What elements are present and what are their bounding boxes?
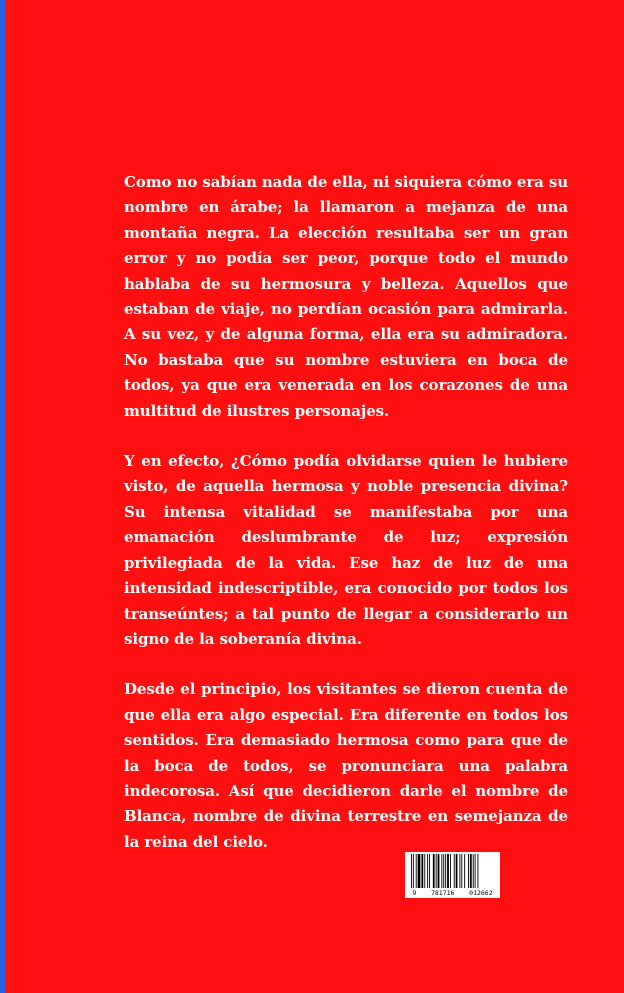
barcode-digit-left: 781716 <box>430 889 455 897</box>
barcode-bar <box>427 854 428 888</box>
paragraph-3: Desde el principio, los visitantes se dieron cuenta de que ella era algo especial. Era diferente en todos los sentidos. Era demasiado hermosa como para que de la boca de todos, se pronunciara una palabra indecorosa. Así que decidieron darle el nombre de Blanca, nombre de divina terrestre en semejanza de la reina del cielo. <box>124 680 568 851</box>
barcode-bar <box>459 854 460 888</box>
barcode-digit-right: 012662 <box>469 889 493 897</box>
barcode-bar <box>456 854 458 888</box>
barcode-bar <box>470 854 472 888</box>
barcode-bar <box>413 854 414 888</box>
barcode-bar <box>468 854 469 888</box>
barcode-bar <box>447 854 449 888</box>
barcode-bar <box>429 854 430 888</box>
barcode-bar <box>450 854 451 888</box>
barcode-digit-lead: 9 <box>412 889 417 897</box>
barcode-bar <box>421 854 423 888</box>
barcode-bars <box>407 854 498 888</box>
barcode-bar <box>478 854 479 888</box>
spine-edge <box>0 0 5 993</box>
barcode-bar <box>433 854 435 888</box>
barcode-bar <box>418 854 421 888</box>
back-cover-text <box>124 170 568 880</box>
barcode-bar <box>416 854 417 888</box>
barcode-digits <box>405 889 500 897</box>
paragraph-1: Como no sabían nada de ella, ni siquiera cómo era su nombre en árabe; la llamaron a mejanza de una montaña negra. La elección resultaba ser un gran error y no podía ser peor, porque todo el mundo hablaba de su hermosura y belleza. Aquellos que estaban de viaje, no perdían ocasión para admirarla. A su vez, y de alguna forma, ella era su admiradora. No bastaba que su nombre estuviera en boca de todos, ya que era venerada en los corazones de una multitud de ilustres personajes. <box>124 173 569 420</box>
barcode-bar <box>411 854 412 888</box>
barcode-bar <box>441 854 442 888</box>
barcode-bar <box>445 854 446 888</box>
barcode-bar <box>424 854 425 888</box>
barcode-bar <box>454 854 455 888</box>
barcode-bar <box>473 854 474 888</box>
isbn-barcode <box>405 852 500 898</box>
paragraph-2: Y en efecto, ¿Cómo podía olvidarse quien le hubiere visto, de aquella hermosa y noble presencia divina? Su intensa vitalidad se manifestaba por una emanación deslumbrante de luz; expresión privilegiada de la vida. Ese haz de luz de una intensidad indescriptible, era conocido por todos los transeúntes; a tal punto de llegar a considerarlo un signo de la soberanía divina. <box>124 452 568 648</box>
barcode-bar <box>464 854 465 888</box>
barcode-bar <box>461 854 462 888</box>
barcode-bar <box>436 854 437 888</box>
barcode-bar <box>475 854 476 888</box>
barcode-bar <box>443 854 444 888</box>
barcode-bar <box>438 854 440 888</box>
